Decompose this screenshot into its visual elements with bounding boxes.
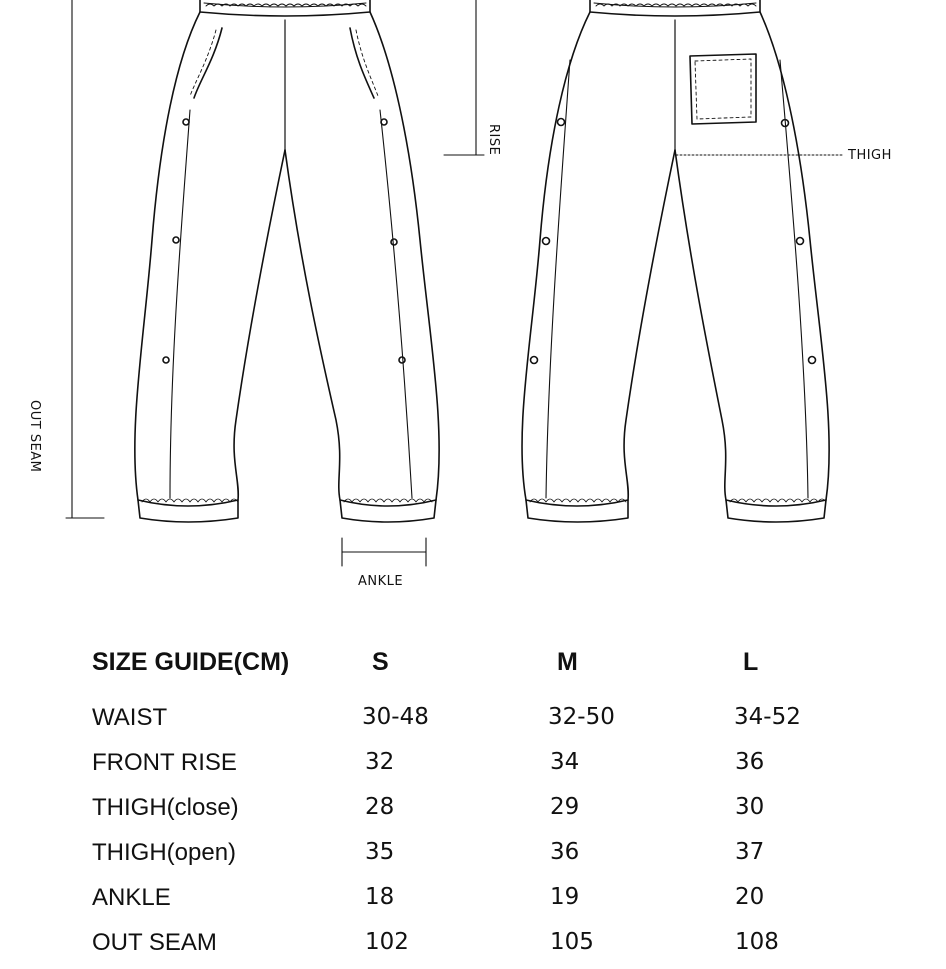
- table-row: [92, 884, 942, 924]
- value-l: 30: [735, 794, 765, 820]
- size-s-header: S: [372, 648, 389, 676]
- value-s: 32: [365, 749, 395, 775]
- value-l: 20: [735, 884, 765, 910]
- row-name: THIGH(close): [92, 794, 239, 821]
- value-s: 18: [365, 884, 395, 910]
- front-view: [135, 0, 439, 522]
- value-s: 35: [365, 839, 395, 865]
- value-l: 34-52: [734, 704, 801, 730]
- size-guide-header-row: [92, 648, 942, 688]
- row-name: THIGH(open): [92, 839, 237, 866]
- out-seam-label: OUT SEAM: [27, 400, 42, 473]
- value-m: 29: [550, 794, 580, 820]
- size-guide-title: SIZE GUIDE(CM): [92, 648, 290, 676]
- value-m: 105: [550, 929, 594, 955]
- rise-label: RISE: [486, 124, 501, 156]
- value-l: 37: [735, 839, 765, 865]
- value-l: 108: [735, 929, 779, 955]
- row-name: ANKLE: [92, 884, 171, 911]
- value-m: 32-50: [548, 704, 615, 730]
- row-name: OUT SEAM: [92, 929, 217, 956]
- value-s: 102: [365, 929, 409, 955]
- table-row: [92, 749, 942, 789]
- size-m-header: M: [557, 648, 578, 676]
- back-view: [522, 0, 829, 522]
- value-m: 19: [550, 884, 580, 910]
- ankle-dimension-line: [342, 538, 426, 566]
- value-m: 34: [550, 749, 580, 775]
- table-row: [92, 929, 942, 969]
- ankle-label: ANKLE: [358, 574, 404, 589]
- thigh-label: THIGH: [848, 148, 892, 163]
- value-l: 36: [735, 749, 765, 775]
- table-row: [92, 704, 942, 744]
- value-s: 30-48: [362, 704, 429, 730]
- table-row: [92, 839, 942, 879]
- size-l-header: L: [743, 648, 759, 676]
- table-row: [92, 794, 942, 834]
- value-m: 36: [550, 839, 580, 865]
- row-name: WAIST: [92, 704, 168, 731]
- row-name: FRONT RISE: [92, 749, 237, 776]
- value-s: 28: [365, 794, 395, 820]
